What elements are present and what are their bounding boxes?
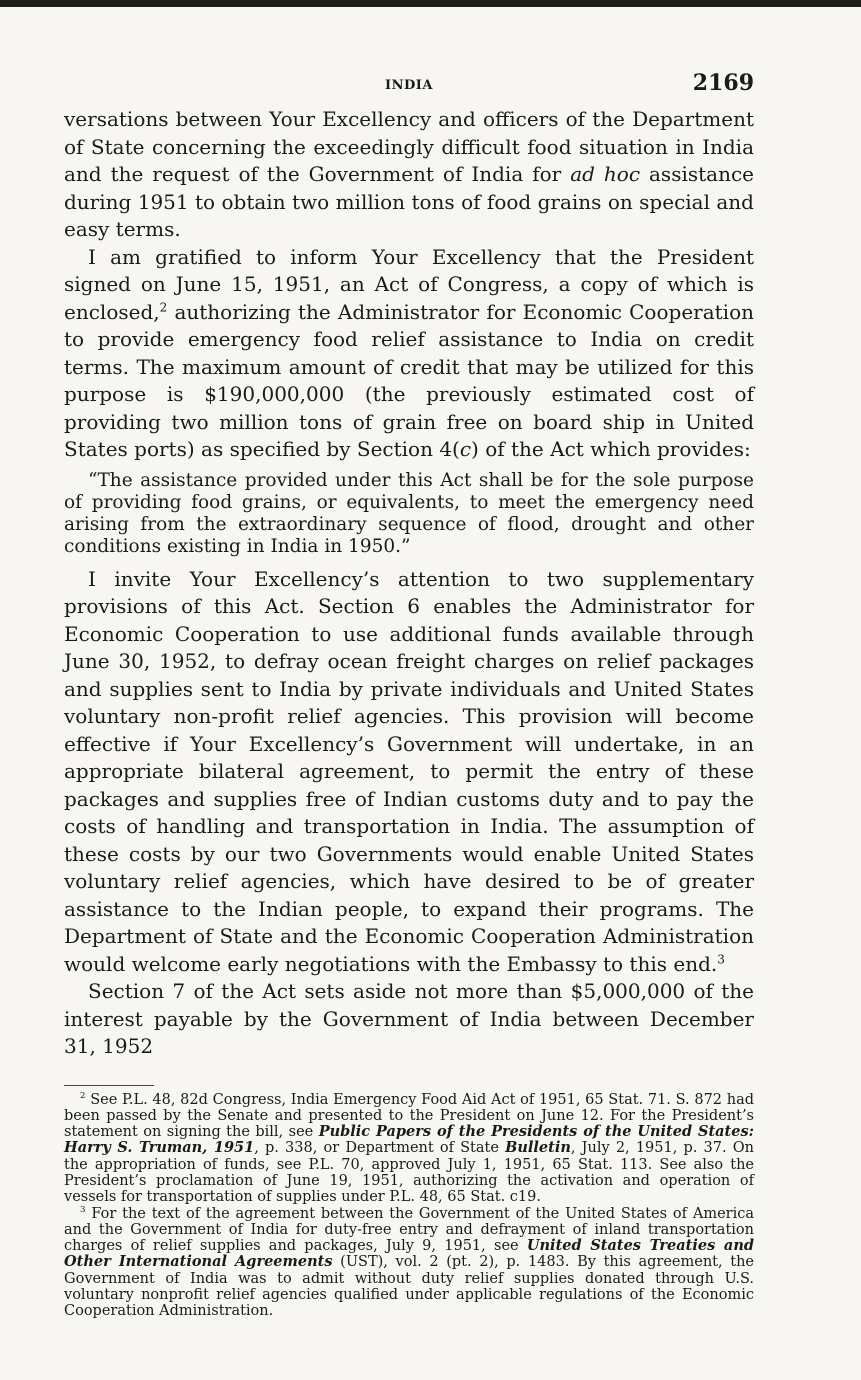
document-page [64,72,754,1320]
footnote-ref-3[interactable]: 3 [717,951,725,966]
citation-title: Public Papers of the Presidents of the United States: Harry S. Truman, 1951 [64,1123,754,1157]
block-quote: “The assistance provided under this Act shall be for the sole purpose of providing food grains, or equivalents, to meet the emergency need arising from the extraordinary sequence of flood, drought and other conditions existing in India in 1950.” [64,469,754,557]
footnote-divider [64,1085,154,1086]
footnote-mark-2: 2 [80,1090,86,1101]
paragraph-2: I am gratified to inform Your Excellency that the President signed on June 15, 1951, an Act of Congress, a copy of which is enclosed,$^2$ authorizing the Administrator for Economic Cooperation to provide emergency food relief assistance to India on credit terms. The maximum amount of credit that may be utilized for this purpose is $190,000,000 (the previously estimated cost of providing two million tons of grain free on board ship in United States ports) as specified by Section 4(c) of the Act which provides: [64,244,754,461]
citation-title: Bulletin [505,1139,571,1157]
body-text [64,106,754,1061]
paragraph-1: versations between Your Excellency and officers of the Department of State concerning the exceedingly difficult food situation in India and the request of the Government of India for ad hoc assistance during 1951 to obtain two million tons of food grains on special and easy terms. [64,107,754,241]
footnote-3: $^3$ For the text of the agreement between the Government of the United States of America and the Government of India for duty-free entry and defrayment of inland transportation charges of relief supplies and packages, July 9, 1951, see United States Treaties and Other International Agreements (UST), vol. 2 (pt. 2), p. 1483. By this agreement, the Government of India was to admit without duty relief supplies donated through U.S. voluntary nonprofit relief agencies qualified under applicable regulations of the Economic Cooperation Administration. [64,1204,755,1320]
footnote-mark-3: 3 [80,1204,86,1215]
paragraph-4: Section 7 of the Act sets aside not more than $5,000,000 of the interest payable by the Government of India between December 31, 1952 [64,979,754,1058]
paragraph-3: I invite Your Excellency’s attention to two supplementary provisions of this Act. Section 6 enables the Administrator for Economic Cooperation to use additional funds available through June 30, 1952, to defray ocean freight charges on relief packages and supplies sent to India by private individuals and United States voluntary non-profit relief agencies. This provision will become effective if Your Excellency’s Government will undertake, in an appropriate bilateral agreement, to permit the entry of these packages and supplies free of Indian customs duty and to pay the costs of handling and transportation in India. The assumption of these costs by our two Governments would enable United States voluntary relief agencies, which have desired to be of greater assistance to the Indian people, to expand their programs. The Department of State and the Economic Cooperation Administration would welcome early negotiations with the Embassy to this end.$^3$ [64,566,754,976]
footnote-ref-2[interactable]: 2 [159,299,168,314]
footnote-2: $^2$ See P.L. 48, 82d Congress, India Emergency Food Aid Act of 1951, 65 Stat. 71. S. 872 had been passed by the Senate and presented to the President on June 12. For the President’s statement on signing the bill, see Public Papers of the Presidents of the United States: Harry S. Truman, 1951, p. 338, or Department of State Bulletin, July 2, 1951, p. 37. On the appropriation of funds, see P.L. 70, approved July 1, 1951, 65 Stat. 113. See also the President’s proclamation of June 19, 1951, authorizing the activation and operation of vessels for transportation of supplies under P.L. 48, 65 Stat. c19. [64,1090,754,1206]
page-header [64,72,754,106]
italic-term: ad hoc [570,162,641,186]
page-number: 2169 [692,70,754,96]
top-border-rule [0,0,861,7]
citation-title: United States Treaties and Other International Agreements [64,1237,755,1271]
footnotes [64,1092,754,1320]
running-head: INDIA [385,78,433,93]
